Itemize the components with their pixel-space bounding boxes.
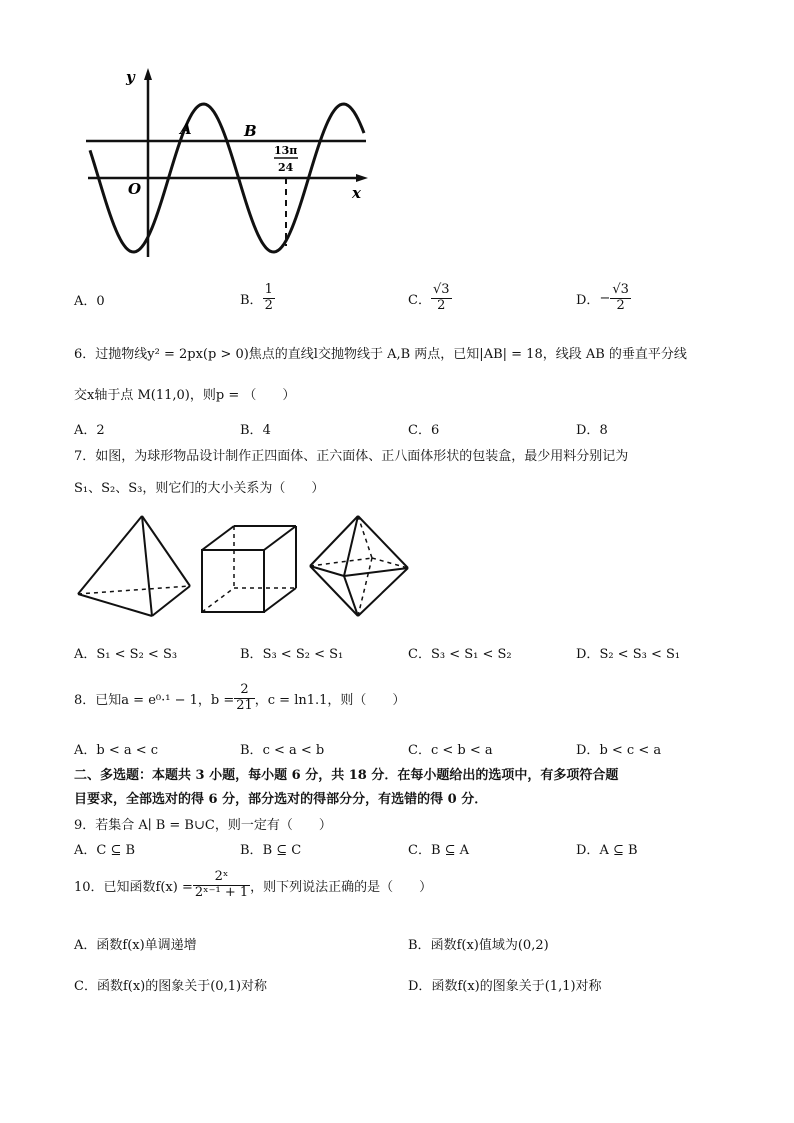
polyhedra-figure <box>72 512 422 622</box>
q5-d-fraction: $\frac{√3}{2}$ <box>612 282 629 313</box>
q6-option-b[interactable]: B．4 <box>240 423 271 438</box>
q7-option-b[interactable]: B．S₃ < S₂ < S₁ <box>240 647 344 662</box>
q10-option-a[interactable]: A．函数f(x)单调递增 <box>74 938 197 953</box>
y-axis-arrow <box>144 68 152 80</box>
q10-option-c[interactable]: C．函数f(x)的图象关于(0,1)对称 <box>74 979 268 994</box>
q9-option-c[interactable]: C．B ⊆ A <box>408 843 470 858</box>
point-a-label: A <box>180 120 192 138</box>
marker-denominator: 24 <box>278 161 294 174</box>
q8-stem: 8．已知a = e⁰·¹ − 1，b = $\frac{2}{21}$ ，c = ln1.1，则（ ） <box>74 682 406 713</box>
q6-stem-line2: 交x轴于点 M(11,0)，则p = （ ） <box>74 388 296 403</box>
x-axis-arrow <box>356 174 368 182</box>
q9-option-b[interactable]: B．B ⊆ C <box>240 843 302 858</box>
tetrahedron <box>78 516 190 616</box>
q8-option-b[interactable]: B．c < a < b <box>240 743 325 758</box>
y-axis-label: y <box>126 68 135 86</box>
q5-c-fraction: $\frac{√3}{2}$ <box>432 282 450 313</box>
q7-option-c[interactable]: C．S₃ < S₁ < S₂ <box>408 647 512 662</box>
origin-label: O <box>128 180 142 198</box>
q6-stem-line1: 6．过抛物线y² = 2px(p > 0)焦点的直线l交抛物线于 A,B 两点，已知|AB| = 18，线段 AB 的垂直平分线 <box>74 347 687 362</box>
q5-option-a[interactable]: A．0 <box>74 294 105 309</box>
q7-option-d[interactable]: D．S₂ < S₃ < S₁ <box>576 647 681 662</box>
q9-option-a[interactable]: A．C ⊆ B <box>74 843 136 858</box>
q6-option-a[interactable]: A．2 <box>74 423 105 438</box>
q5-option-d[interactable]: D．− $\frac{√3}{2}$ <box>576 282 629 313</box>
q5-option-b[interactable]: B． $\frac{1}{2}$ <box>240 282 273 313</box>
octahedron <box>310 516 408 616</box>
q10-fraction: $\frac{\text{2ˣ}}{\text{2ˣ⁻¹ + 1}}$ <box>194 869 249 900</box>
q9-stem: 9．若集合 A∣ B = B∪C，则一定有（ ） <box>74 818 332 833</box>
sine-graph <box>80 62 380 262</box>
q5-option-c[interactable]: C． $\frac{√3}{2}$ <box>408 282 450 313</box>
point-b-label: B <box>244 122 257 140</box>
q8-b-fraction: $\frac{2}{21}$ <box>236 682 253 713</box>
q7-stem-line2: S₁、S₂、S₃，则它们的大小关系为（ ） <box>74 481 325 496</box>
section2-heading-line2: 目要求，全部选对的得 6 分，部分选对的得部分分，有选错的得 0 分． <box>74 792 488 807</box>
q8-option-c[interactable]: C．c < b < a <box>408 743 493 758</box>
q7-stem-line1: 7．如图，为球形物品设计制作正四面体、正六面体、正八面体形状的包装盒，最少用料分别记为 <box>74 449 629 464</box>
q10-stem: 10．已知函数f(x) = $\frac{\text{2ˣ}}{\text{2ˣ⁻¹ + 1}}$ ，则下列说法正确的是（ ） <box>74 869 433 900</box>
q7-option-a[interactable]: A．S₁ < S₂ < S₃ <box>74 647 178 662</box>
cube <box>202 526 296 612</box>
section2-heading-line1: 二、多选题：本题共 3 小题，每小题 6 分，共 18 分．在每小题给出的选项中，有多项符合题 <box>74 768 619 783</box>
x-axis-label: x <box>352 184 361 202</box>
q9-option-d[interactable]: D．A ⊆ B <box>576 843 638 858</box>
q8-option-a[interactable]: A．b < a < c <box>74 743 159 758</box>
q6-option-c[interactable]: C．6 <box>408 423 440 438</box>
marker-numerator: 13π <box>274 144 298 157</box>
q8-option-d[interactable]: D．b < c < a <box>576 743 662 758</box>
q6-option-d[interactable]: D．8 <box>576 423 608 438</box>
q5-b-fraction: $\frac{1}{2}$ <box>264 282 273 313</box>
q10-option-b[interactable]: B．函数f(x)值域为(0,2) <box>408 938 549 953</box>
q10-option-d[interactable]: D．函数f(x)的图象关于(1,1)对称 <box>408 979 602 994</box>
